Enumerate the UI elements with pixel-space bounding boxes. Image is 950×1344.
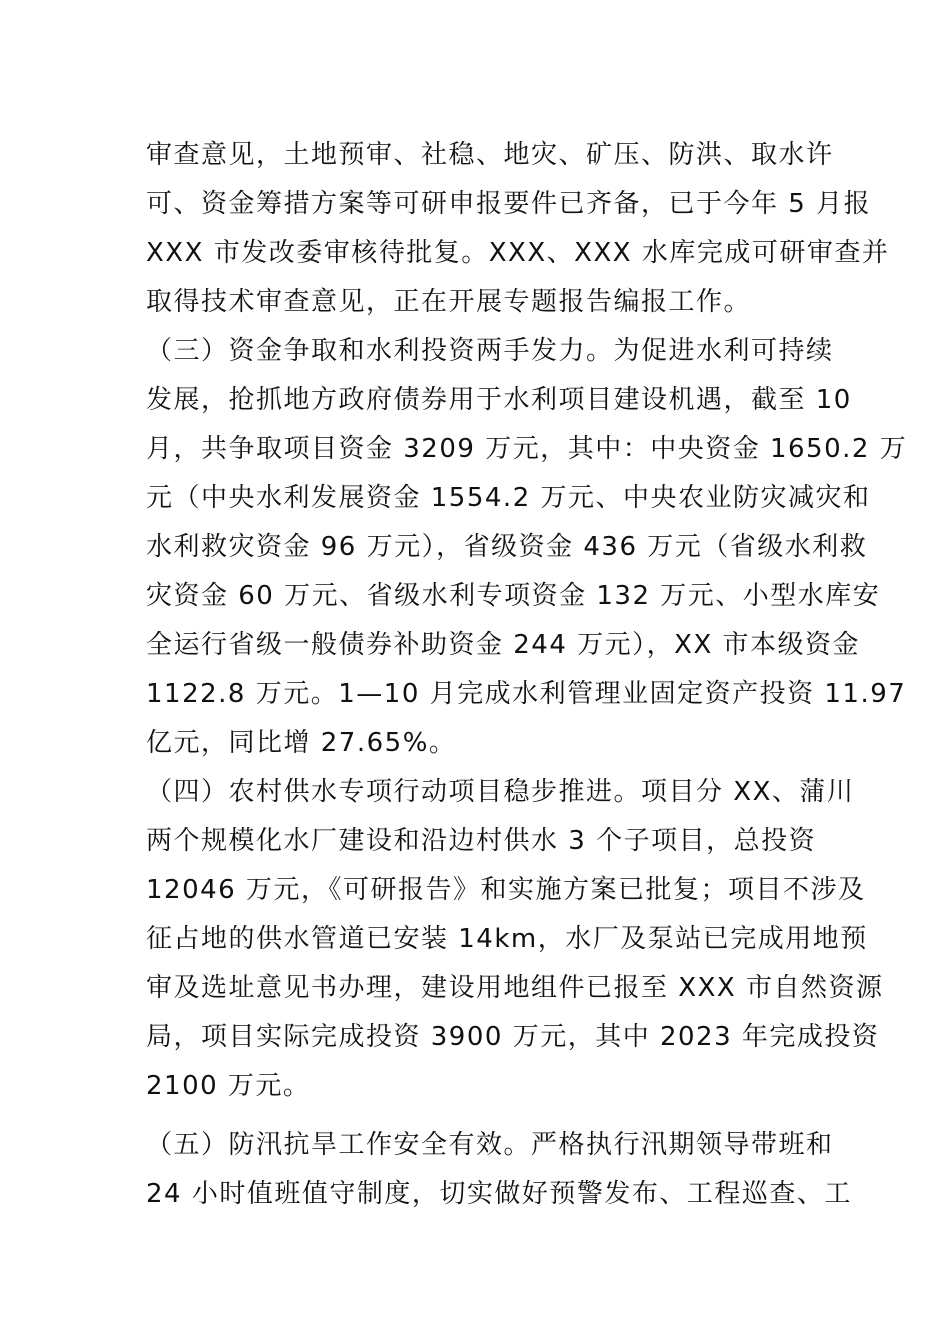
text-line: 12046 万元，《可研报告》和实施方案已批复；项目不涉及 [146,875,866,905]
text-line: 全运行省级一般债券补助资金 244 万元），XX 市本级资金 [146,630,861,660]
text-line: 元（中央水利发展资金 1554.2 万元、中央农业防灾减灾和 [146,483,871,513]
text-line: 灾资金 60 万元、省级水利专项资金 132 万元、小型水库安 [146,581,881,611]
text-line: XXX 市发改委审核待批复。XXX、XXX 水库完成可研审查并 [146,238,890,268]
text-line: 审及选址意见书办理，建设用地组件已报至 XXX 市自然资源 [146,973,884,1003]
text-line: 亿元，同比增 27.65%。 [146,728,457,758]
text-line: 可、资金筹措方案等可研申报要件已齐备，已于今年 5 月报 [146,189,872,219]
text-line: 24 小时值班值守制度，切实做好预警发布、工程巡查、工 [146,1179,852,1209]
text-line: 发展，抢抓地方政府债券用于水利项目建设机遇，截至 10 [146,385,852,415]
text-line: 月，共争取项目资金 3209 万元，其中：中央资金 1650.2 万 [146,434,908,464]
text-line: 1122.8 万元。1—10 月完成水利管理业固定资产投资 11.97 [146,679,907,709]
paragraph-heading-line: （五）防汛抗旱工作安全有效。严格执行汛期领导带班和 [146,1130,834,1160]
text-line: 两个规模化水厂建设和沿边村供水 3 个子项目，总投资 [146,826,817,856]
text-line: 取得技术审查意见，正在开展专题报告编报工作。 [146,287,752,317]
paragraph-heading-line: （三）资金争取和水利投资两手发力。为促进水利可持续 [146,336,834,366]
text-line: 审查意见，土地预审、社稳、地灾、矿压、防洪、取水许 [146,140,834,170]
text-line: 水利救灾资金 96 万元），省级资金 436 万元（省级水利救 [146,532,868,562]
text-line: 2100 万元。 [146,1071,311,1101]
paragraph-heading-line: （四）农村供水专项行动项目稳步推进。项目分 XX、蒲川 [146,777,855,807]
text-line: 征占地的供水管道已安装 14km，水厂及泵站已完成用地预 [146,924,868,954]
text-line: 局，项目实际完成投资 3900 万元，其中 2023 年完成投资 [146,1022,880,1052]
